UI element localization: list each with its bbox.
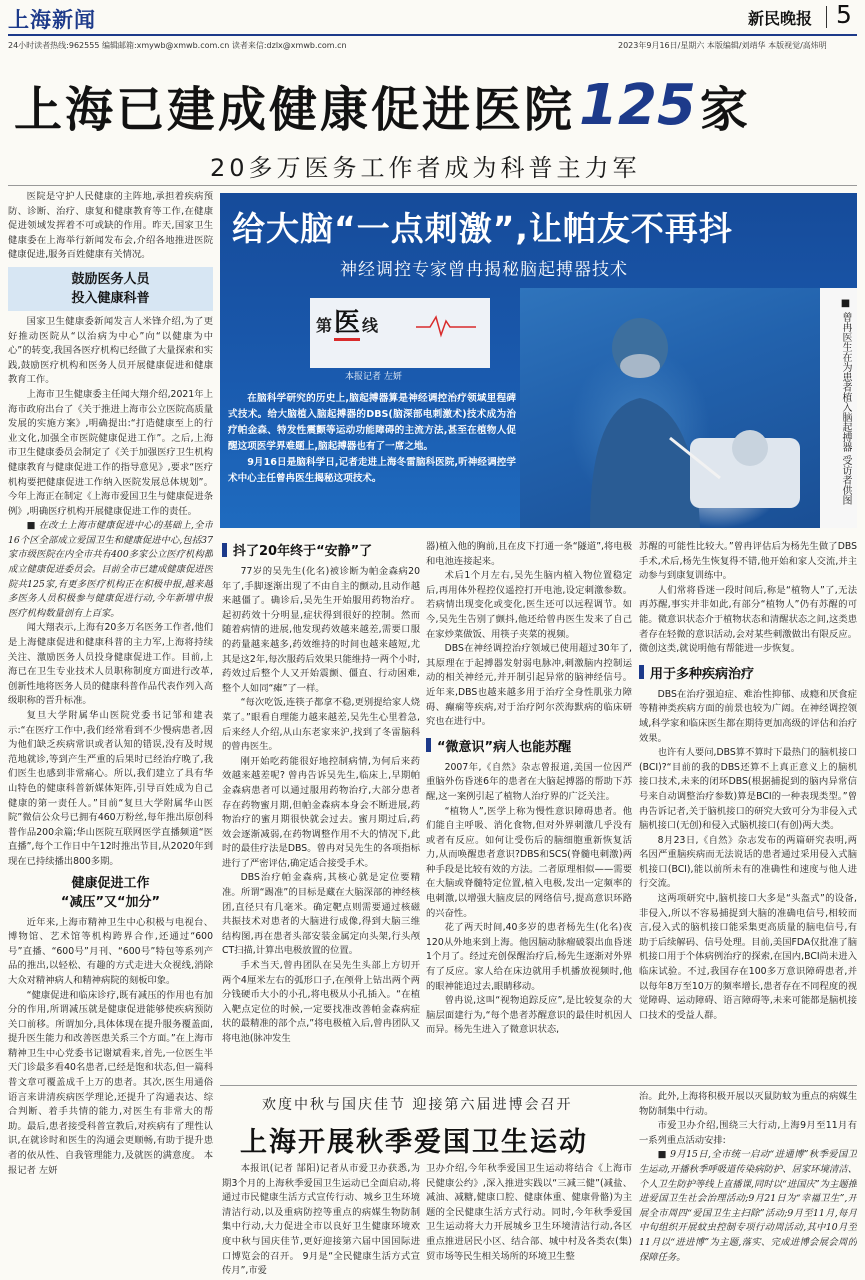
feature-paragraph: DBS治疗帕金森病,其核心就是定位要精准。所谓“踢准”的目标是藏在大脑深部的神经核团,直径只有几毫米。确定靶点则需要通过核磁共振技术对患者的大脑进行成像,得到大脑三维结构图,再在患者头部安装金属定向头架,行头颅CT扫描,计算出电极放置的位置。 xyxy=(222,872,420,957)
masthead xyxy=(0,0,865,55)
feature-paragraph: DBS在神经调控治疗领域已使用超过30年了,其原理在于起搏器发射弱电脉冲,刺激脑内控制运动的相关神经元,并开制引起异常的脑神经信号。近年来,DBS也越来越多用于治疗全身性肌张力障碍、癫痫等疾病,对于治疗阿尔茨海默病的临床研究也在进行中。 xyxy=(426,643,632,728)
section-heading-3 xyxy=(639,663,857,682)
bottom-paragraph: 市爱卫办介绍,围绕三大行动,上海9月至11月有一系列重点活动安排: xyxy=(639,1120,857,1146)
section-heading-3-text: 用于多种疾病治疗 xyxy=(650,666,755,682)
left-intro xyxy=(8,190,213,263)
headline-part2: 家 xyxy=(699,81,748,138)
left-paragraph: 上海市卫生健康委主任闻大翔介绍,2021年上海市政府出台了《关于推进上海市公立医院高质量发展的实施方案》,明确提出:“打造健康至上的行业文化,加强全市医院健康促进工作”。之后,上海市卫生健康委员会制定了《关于加强医疗卫生机构健康教育与健康促进工作的指导意见》,要求“医疗机构要把健康促进工作纳入医院发展总体规划”。今年上海正在制定《上海市爱国卫生与健康促进条例》,明确医疗机构开展健康促进工作的责任。 xyxy=(8,388,213,517)
left-heading-2-line1: 健康促进工作 xyxy=(71,875,150,891)
feature-col-3-body xyxy=(639,540,857,657)
page-divider xyxy=(826,6,827,28)
feature-reporter: 本报记者 左妍 xyxy=(345,372,402,382)
bottom-schedule-paragraph: ■ 9月15日,全市统一启动“进通博”秋季爱国卫生运动,开播秋季呼吸道传染病防护、居家环境清洁、个人卫生防护等线上直播课,同时以“进国庆”为主题推进爱国卫生社会治理活动;9月21日为“幸福卫生”,开展全市周四“爱国卫生主扫除”活动;9月至11月,每月中旬组织开展蚊虫控制专项行动周活动,其中10月至11月以“进进博”为主题,落实、完成进博会展会周的保障任务。 xyxy=(639,1149,857,1263)
feature-lead xyxy=(228,391,516,487)
feature-paragraph: 这两项研究中,脑机接口大多是“头盔式”的设备,非侵入,所以不容易捕捉到大脑的准确电信号,相较而言,侵入式的脑机接口能采集更高质量的脑电信号,有助于后续解码、信号处理。目前,美国FDA仅批准了脑机接口用于个体病例治疗的探索,在国内,BCI尚未进入临床试验。不过,我国存在100多万意识障碍患者,并以每年8万至10万的频率增长,患者存在不同程度的视觉障碍、运动障碍、语言障碍等,未来可能都是脑机接口技术的受益人群。 xyxy=(639,893,857,1021)
feature-col-2 xyxy=(426,540,632,1060)
bottom-rule xyxy=(220,1085,857,1086)
main-headline xyxy=(14,70,854,140)
left-heading-1-line1: 鼓励医务人员 xyxy=(71,271,150,287)
column-logo-char: 线 xyxy=(362,316,379,335)
paper-name: 新民晚报 xyxy=(748,9,813,28)
section-heading-1-text: 抖了20年终于“安静”了 xyxy=(233,544,373,559)
bottom-paragraph: 卫办介绍,今年秋季爱国卫生运动将结合《上海市民健康公约》,深入推进实践以“三减三健”(减盐、减油、减糖,健康口腔、健康体重、健康骨骼)为主题的全民健康生活方式行动。同时,今年秋季爱国卫生运动将大力开展城乡卫生环境清洁行动,各区重点推进居民小区、结合部、城中村及各类农(集)贸市场等民生相关场所的环境卫生整 xyxy=(426,1163,632,1262)
left-heading-2 xyxy=(8,874,213,912)
feature-subtitle: 神经调控专家曾冉揭秘脑起搏器技术 xyxy=(340,260,628,280)
left-heading-2-line2: “减压”又“加分” xyxy=(60,894,161,910)
feature-col-1-body xyxy=(222,565,420,1047)
feature-paragraph: 手术当天,曾冉团队在吴先生头部上方切开两个4厘米左右的弧形口子,在颅骨上钻出两个两分钱硬币大小的小孔,将电极从小孔插入。“在植入靶点定位的时候,一定要找准改善帕金森病症状的最精准的部个点,”将电极植入后,曾冉团队又将电池(脉冲发生 xyxy=(222,960,420,1044)
headline-part1: 上海已建成健康促进医院 xyxy=(14,81,576,138)
masthead-rule xyxy=(8,34,857,36)
section-heading-1 xyxy=(222,540,420,559)
column-logo xyxy=(316,308,378,341)
feature-paragraph: “每次吃饭,连筷子都拿不稳,更别提给家人烧菜了。”眼看自理能力越来越差,吴先生心里着急,后来经人介绍,从山东老家来沪,找到了冬雷脑科的曾冉医生。 xyxy=(222,697,420,753)
bottom-paragraph: 本报讯(记者 郜阳)记者从市爱卫办获悉,为期3个月的上海秋季爱国卫生运动已全面启动,将通过市民健康生活方式宣传行动、城乡卫生环境清洁行动,以及重病防控等重点的病媒生物防制集中行动,大力促进全市以良好卫生健康环境欢度中秋与国庆佳节,更好迎接第六届中国国际进口博览会的召开。 9月是“全民健康生活方式宣传月”,市爱 xyxy=(222,1163,420,1277)
left-article xyxy=(8,190,213,1280)
page-number: 5 xyxy=(836,0,852,29)
feature-paragraph: 花了两天时间,40多岁的患者杨先生(化名)夜120从外地来到上海。他因脑动脉瘤破裂出血昏迷1个月了。经过充创保醒治疗后,杨先生逐渐对外界有了反应。家人给在床边就用手机播放视频时,他的眼神能追过去,眼睛移动。 xyxy=(426,922,632,992)
left-intro-text: 医院是守护人民健康的主阵地,承担着疾病预防、诊断、治疗、康复和健康教育等工作,在健康促进领域发挥着不可或缺的作用。昨天,国家卫生健康委在上海举行新闻发布会,介绍各地推进医院健康促进,服务百姓健康有关情况。 xyxy=(8,191,213,261)
feature-paragraph: 也许有人要问,DBS算不算时下最热门的脑机接口(BCI)?“目前的我的DBS还算不上真正意义上的脑机接口技术,未来的闭环DBS(根据捕捉到的脑内异常信号来自动调整治疗参数)算是BCI的一种表现类型。”曾冉告诉记者,关于脑机接口的研究大致可分为非侵入式脑机接口(无创)和侵入式脑机接口(有创)两大类。 xyxy=(639,747,857,832)
feature-lead-paragraph: 9月16日是脑科学日,记者走进上海冬雷脑科医院,听神经调控学术中心主任曾冉医生揭秘这项技术。 xyxy=(228,457,516,484)
date-line: 2023年9月16日/星期六 本版编辑/刘靖华 本版视觉/高炜明 xyxy=(618,41,827,50)
feature-banner xyxy=(220,193,857,528)
headline-rule xyxy=(8,185,857,186)
left-paragraph: 复旦大学附属华山医院党委书记邹和建表示:“在医疗工作中,我们经常看到不少慢病患者,因为他们缺乏疾病常识或者认知的错误,没有及时规范地就诊,等到产生严重的后果时已经治疗晚了,我们医生也感到非常痛心。所以,我们建立了具有华山特色的健康科普新媒体矩阵,引导百姓成为自己健康的第一责任人。”目前“复旦大学附属华山医院”微信公众号已拥有460万粉丝,每年推出原创科普作品200余篇;华山医院互联网医学直播频道“医直播”,每个工作日中午12时推出节目,从2020年到现在已持续播出800多期。 xyxy=(8,710,213,867)
ecg-line-icon xyxy=(416,311,476,343)
left-body-2 xyxy=(8,916,213,1179)
bottom-paragraph: 治。此外,上海将积极开展以灭鼠防蚊为重点的病媒生物防制集中行动。 xyxy=(639,1091,857,1117)
feature-col-2-body xyxy=(426,540,632,730)
left-paragraph: “健康促进和临床诊疗,既有减压的作用也有加分的作用,所谓减压就是健康促进能够使疾病预防关口前移。所谓加分,具体体现在提升服务覆盖面,提升医生能力和改善医患关系三个方面。”在上海市精神卫生中心党委书记谢斌看来,首先,一位医生半天门诊最多看40名患者,已经是饱和状态,但一篇科普文章可覆盖成千上万的患者。其次,医生用通俗语言来讲清疾病医学理论,还提升了沟通表达、综合判断、着手共情的能力,对医生有非常大的帮助。最后,患者接受科普宣教后,对疾病有了理性认识,在就诊时和医生的沟通会更顺畅,有助于提升患者的依从性、自我管理能力,及就医的满意度。 本报记者 左妍 xyxy=(8,989,213,1176)
column-logo-char-main: 医 xyxy=(334,308,360,341)
feature-title: 给大脑“一点刺激”,让帕友不再抖 xyxy=(232,209,733,248)
feature-col-3b-body xyxy=(639,688,857,1024)
surgeon-figure-icon xyxy=(520,288,820,528)
feature-paragraph: 术后1个月左右,吴先生脑内植入物位置稳定后,再用体外程控仪遥控打开电池,设定刺激参数。若病情出现变化或变化,医生还可以远程调节。如今,吴先生告别了颤抖,他还给曾冉医生发来了自己在家炒菜做饭、用筷子夹菜的视频。 xyxy=(426,570,632,640)
feature-paragraph: 曾冉说,这叫“视物追踪反应”,是比较复杂的大脑层面建行为,“每个患者苏醒意识的最佳时机因人而异。杨先生进入了微意识状态, xyxy=(426,995,632,1036)
bottom-col-1 xyxy=(222,1162,420,1278)
left-body-1 xyxy=(8,315,213,870)
feature-paragraph: 刚开始吃药能很好地控制病情,为何后来药效越来越差呢? 曾冉告诉吴先生,临床上,早期帕金森病患者可以通过服用药物治疗,大部分患者存在药物蜜月期,但帕金森病本身会不断进展,药物治疗的蜜月期很快就会过去。蜜月期过后,药效会逐渐减弱,在药物调整作用不大的情况下,此时的最佳疗法是DBS。曾冉对吴先生的各项指标进行了严密评估,确定适合接受手术。 xyxy=(222,755,420,869)
bottom-title: 上海开展秋季爱国卫生运动 xyxy=(240,1127,588,1158)
feature-paragraph: DBS在治疗强迫症、难治性抑郁、成瘾和厌食症等精神类疾病方面的前景也较为广阔。在神经调控领域,科学家和临床医生都在期待更加高级的评估和治疗效果。 xyxy=(639,688,857,744)
photo-caption: ■ 曾冉医生在为患者植入脑起搏器 受访者供图 xyxy=(840,298,851,506)
feature-col-1 xyxy=(222,540,420,1060)
feature-lead-paragraph: 在脑科学研究的历史上,脑起搏器算是神经调控治疗领域里程碑式技术。给大脑植入脑起搏器的DBS(脑深部电刺激术)技术成为治疗帕金森、特发性震颤等运动功能障碍的主流方法,甚至在植物人促醒这项医学界难题上,脑起搏器也有了一席之地。 xyxy=(228,393,516,452)
left-paragraph: 闻大翔表示,上海有20多万名医务工作者,他们是上海健康促进和健康科普的主力军,上海将持续关注、激励医务人员投身健康促进工作。目前,上海已在卫生专业技术人员职称制度方面进行改革,创新性地将医务人员的健康科普作品代表作列入高级职称的晋升标准。 xyxy=(8,622,213,707)
section-marker-icon xyxy=(426,738,431,752)
feature-paragraph: 苏醒的可能性比较大。”曾冉评估后为杨先生做了DBS手术,术后,杨先生恢复得不错,他开始和家人交流,并主动参与到康复训练中。 xyxy=(639,541,857,582)
headline-subtitle: 20多万医务工作者成为科普主力军 xyxy=(210,154,641,182)
section-marker-icon xyxy=(639,665,644,679)
feature-paragraph: “植物人”,医学上称为慢性意识障碍患者。他们能自主呼吸、消化食物,但对外界刺激几乎没有或者有反应。如何让受伤后的脑细胞重新恢复活力,从而唤醒患者意识?DBS和SCS(脊髓电刺激)两种手段是比较有效的方法。二者原理相似——需要在大脑或脊髓特定位置,植入电极,发出一定频率的电刺激,以增强大脑皮层的网络信号,提高意识环路的兴奋性。 xyxy=(426,805,632,919)
bottom-kicker: 欢度中秋与国庆佳节 迎接第六届进博会召开 xyxy=(262,1097,573,1113)
headline-number: 125 xyxy=(579,72,696,138)
left-paragraph: 国家卫生健康委新闻发言人米锋介绍,为了更好推动医院从“以治病为中心”向“以健康为中心”的转变,我国各医疗机构已经做了大量探索和实践,鼓励医疗机构和医务人员开展健康促进和健康教育工作。 xyxy=(8,315,213,386)
feature-paragraph: 人们常将昏迷一段时间后,称是“植物人”了,无法再苏醒,事实并非如此,有部分“植物人”仍有苏醒的可能。微意识状态介于植物状态和清醒状态之间,这类患者存在轻微的意识活动,会对某些刺激做出有限反应。微创这类,就说明他有帮能进一步恢复。 xyxy=(639,584,857,655)
feature-paragraph: 77岁的吴先生(化名)被诊断为帕金森病20年了,手脚逐渐出现了不由自主的颤动,且动作越来越僵了。确诊后,吴先生开始服用药物治疗。起初药效十分明显,症状得到很好的控制。然而随着病情的进展,他发现药效越来越差,需要口服的药量越来越多,药效维持的时间也越来越短,尤其是这2年,每次服药后效果只能维持一两个小时,药效过后整个人又开始震颤、僵直、行动困难,整个人如同“瘫”了一样。 xyxy=(222,566,420,694)
section-heading-2-text: “微意识”病人也能苏醒 xyxy=(437,739,572,755)
left-heading-1-line2: 投入健康科普 xyxy=(71,290,150,306)
bottom-col-3 xyxy=(639,1090,857,1278)
feature-paragraph: 8月23日,《自然》杂志发布的两篇研究表明,两名因严重脑疾病而无法说话的患者通过采用侵入式脑机接口(BCI),能以前所未有的准确性和速度与他人进行交流。 xyxy=(639,834,857,890)
surgery-photo xyxy=(520,288,820,528)
feature-paragraph: 2007年,《自然》杂志曾报道,美国一位因严重脑外伤昏迷6年的患者在大脑起搏器的帮助下苏醒,这一案例引起了植物人治疗界的广泛关注。 xyxy=(426,761,632,802)
feature-col-2b-body xyxy=(426,761,632,1038)
left-heading-1 xyxy=(8,267,213,311)
left-paragraph: 近年来,上海市精神卫生中心积极与电视台、博物馆、艺术馆等机构跨界合作,还通过“600号”直播、“600号”月刊、“600号”特包等系列产品的推出,以轻松、有趣的方式走进大众视线,消除大众对精神病人和精神病院的刻板印象。 xyxy=(8,916,213,986)
section-name: 上海新闻 xyxy=(8,8,96,32)
hotline-text: 24小时读者热线:962555 编辑邮箱:xmywb@xmwb.com.cn 读者来信:dzlx@xmwb.com.cn xyxy=(8,41,347,50)
feature-col-3 xyxy=(639,540,857,1060)
feature-paragraph: 器)植入他的胸前,且在皮下打通一条“隧道”,将电极和电池连接起来。 xyxy=(426,541,632,567)
column-logo-char: 第 xyxy=(316,316,333,335)
bottom-col-2 xyxy=(426,1162,632,1278)
left-highlight-paragraph: ■ 在改土上海市健康促进中心的基础上,全市16个区全部成立爱国卫生和健康促进中心,包括37家市级医院在内全市共有400多家公立医疗机构都成立健康促进委员会。目前全市已建成健康促进医院共125家,有更多医疗机构正在积极申报,越来越多医务人员积极参与健康促进行动,今年新增申报医疗机构数量创有上百家。 xyxy=(8,520,213,619)
section-heading-2 xyxy=(426,736,632,755)
section-marker-icon xyxy=(222,543,227,557)
